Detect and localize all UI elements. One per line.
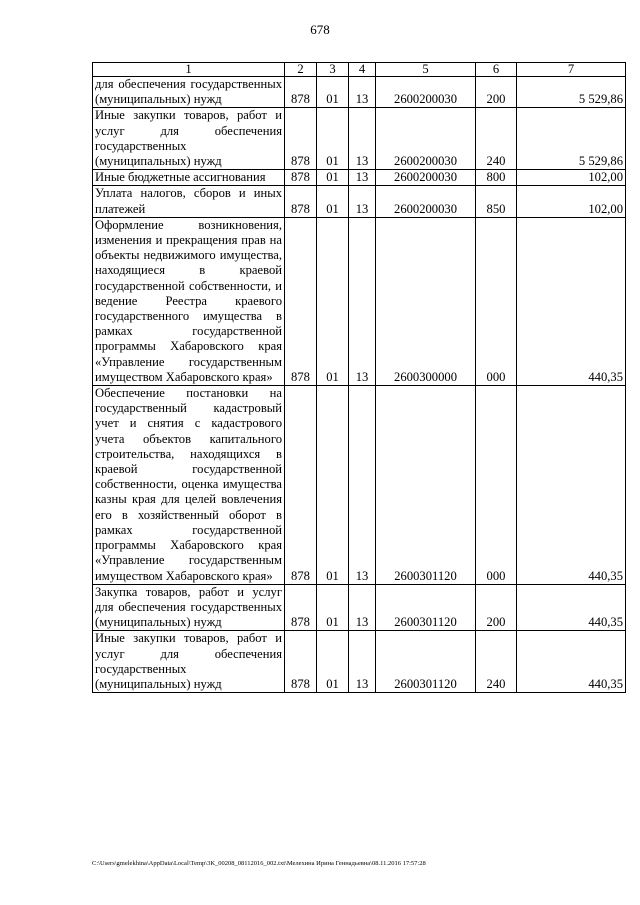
table-row bbox=[93, 170, 626, 186]
cell-col3: 01 bbox=[317, 170, 349, 186]
cell-col5: 2600200030 bbox=[376, 186, 476, 217]
cell-col6: 850 bbox=[476, 186, 517, 217]
cell-col3: 01 bbox=[317, 631, 349, 693]
table-row bbox=[93, 217, 626, 385]
cell-col5: 2600301120 bbox=[376, 631, 476, 693]
cell-col5: 2600301120 bbox=[376, 386, 476, 585]
cell-col2: 878 bbox=[285, 386, 317, 585]
row-name: Иные бюджетные ассигнования bbox=[93, 170, 285, 186]
cell-col7: 440,35 bbox=[517, 631, 626, 693]
cell-col4: 13 bbox=[349, 631, 376, 693]
cell-col4: 13 bbox=[349, 584, 376, 631]
header-row bbox=[93, 63, 626, 77]
cell-col7: 5 529,86 bbox=[517, 108, 626, 170]
cell-col2: 878 bbox=[285, 584, 317, 631]
cell-col7: 440,35 bbox=[517, 386, 626, 585]
cell-col6: 000 bbox=[476, 217, 517, 385]
column-header: 1 bbox=[93, 63, 285, 77]
cell-col6: 000 bbox=[476, 386, 517, 585]
cell-col4: 13 bbox=[349, 386, 376, 585]
row-name: Иные закупки товаров, работ и услуг для обеспечения государственных (муниципальных) нужд bbox=[93, 108, 285, 170]
cell-col7: 440,35 bbox=[517, 584, 626, 631]
table-row bbox=[93, 108, 626, 170]
row-name: Уплата налогов, сборов и иных платежей bbox=[93, 186, 285, 217]
table-row bbox=[93, 77, 626, 108]
cell-col3: 01 bbox=[317, 108, 349, 170]
table-row bbox=[93, 631, 626, 693]
cell-col2: 878 bbox=[285, 77, 317, 108]
cell-col6: 200 bbox=[476, 77, 517, 108]
cell-col3: 01 bbox=[317, 217, 349, 385]
cell-col6: 240 bbox=[476, 631, 517, 693]
cell-col2: 878 bbox=[285, 217, 317, 385]
file-path-footer: C:\Users\gmelekhina\AppData\Local\Temp\3K_00208_08112016_002.txt\Мелехина Ирина Геннадьевна\08.11.2016 17:57:28 bbox=[92, 860, 426, 867]
row-name: Обеспечение постановки на государственный кадастровый учет и снятия с кадастрового учета объектов капитального строительства, находящихся в краевой государственной собственности, оценка имущества казны края для целей вовлечения его в хозяйственный оборот в рамках государственной программы Хабаровского края «Управление государственным имуществом Хабаровского края» bbox=[93, 386, 285, 585]
cell-col2: 878 bbox=[285, 186, 317, 217]
cell-col6: 800 bbox=[476, 170, 517, 186]
cell-col5: 2600200030 bbox=[376, 77, 476, 108]
table-row bbox=[93, 186, 626, 217]
row-name: Иные закупки товаров, работ и услуг для обеспечения государственных (муниципальных) нужд bbox=[93, 631, 285, 693]
cell-col2: 878 bbox=[285, 108, 317, 170]
cell-col4: 13 bbox=[349, 77, 376, 108]
column-header: 4 bbox=[349, 63, 376, 77]
cell-col2: 878 bbox=[285, 170, 317, 186]
row-name: для обеспечения государственных (муниципальных) нужд bbox=[93, 77, 285, 108]
cell-col7: 5 529,86 bbox=[517, 77, 626, 108]
row-name: Оформление возникновения, изменения и прекращения прав на объекты недвижимого имущества, находящиеся в краевой государственной собственности, и ведение Реестра краевого государственного имущества в рамках государственной программы Хабаровского края «Управление государственным имуществом Хабаровского края» bbox=[93, 217, 285, 385]
cell-col3: 01 bbox=[317, 584, 349, 631]
cell-col5: 2600300000 bbox=[376, 217, 476, 385]
cell-col7: 102,00 bbox=[517, 186, 626, 217]
page-number: 678 bbox=[310, 22, 330, 37]
cell-col2: 878 bbox=[285, 631, 317, 693]
column-header: 5 bbox=[376, 63, 476, 77]
cell-col3: 01 bbox=[317, 386, 349, 585]
cell-col7: 102,00 bbox=[517, 170, 626, 186]
cell-col5: 2600200030 bbox=[376, 108, 476, 170]
row-name: Закупка товаров, работ и услуг для обеспечения государственных (муниципальных) нужд bbox=[93, 584, 285, 631]
cell-col5: 2600301120 bbox=[376, 584, 476, 631]
cell-col3: 01 bbox=[317, 77, 349, 108]
column-header: 2 bbox=[285, 63, 317, 77]
column-header: 6 bbox=[476, 63, 517, 77]
cell-col3: 01 bbox=[317, 186, 349, 217]
table-row bbox=[93, 584, 626, 631]
cell-col4: 13 bbox=[349, 217, 376, 385]
cell-col6: 200 bbox=[476, 584, 517, 631]
cell-col4: 13 bbox=[349, 108, 376, 170]
column-header: 3 bbox=[317, 63, 349, 77]
cell-col4: 13 bbox=[349, 170, 376, 186]
cell-col4: 13 bbox=[349, 186, 376, 217]
cell-col5: 2600200030 bbox=[376, 170, 476, 186]
cell-col6: 240 bbox=[476, 108, 517, 170]
cell-col7: 440,35 bbox=[517, 217, 626, 385]
column-header: 7 bbox=[517, 63, 626, 77]
table-row bbox=[93, 386, 626, 585]
budget-table bbox=[92, 62, 626, 693]
